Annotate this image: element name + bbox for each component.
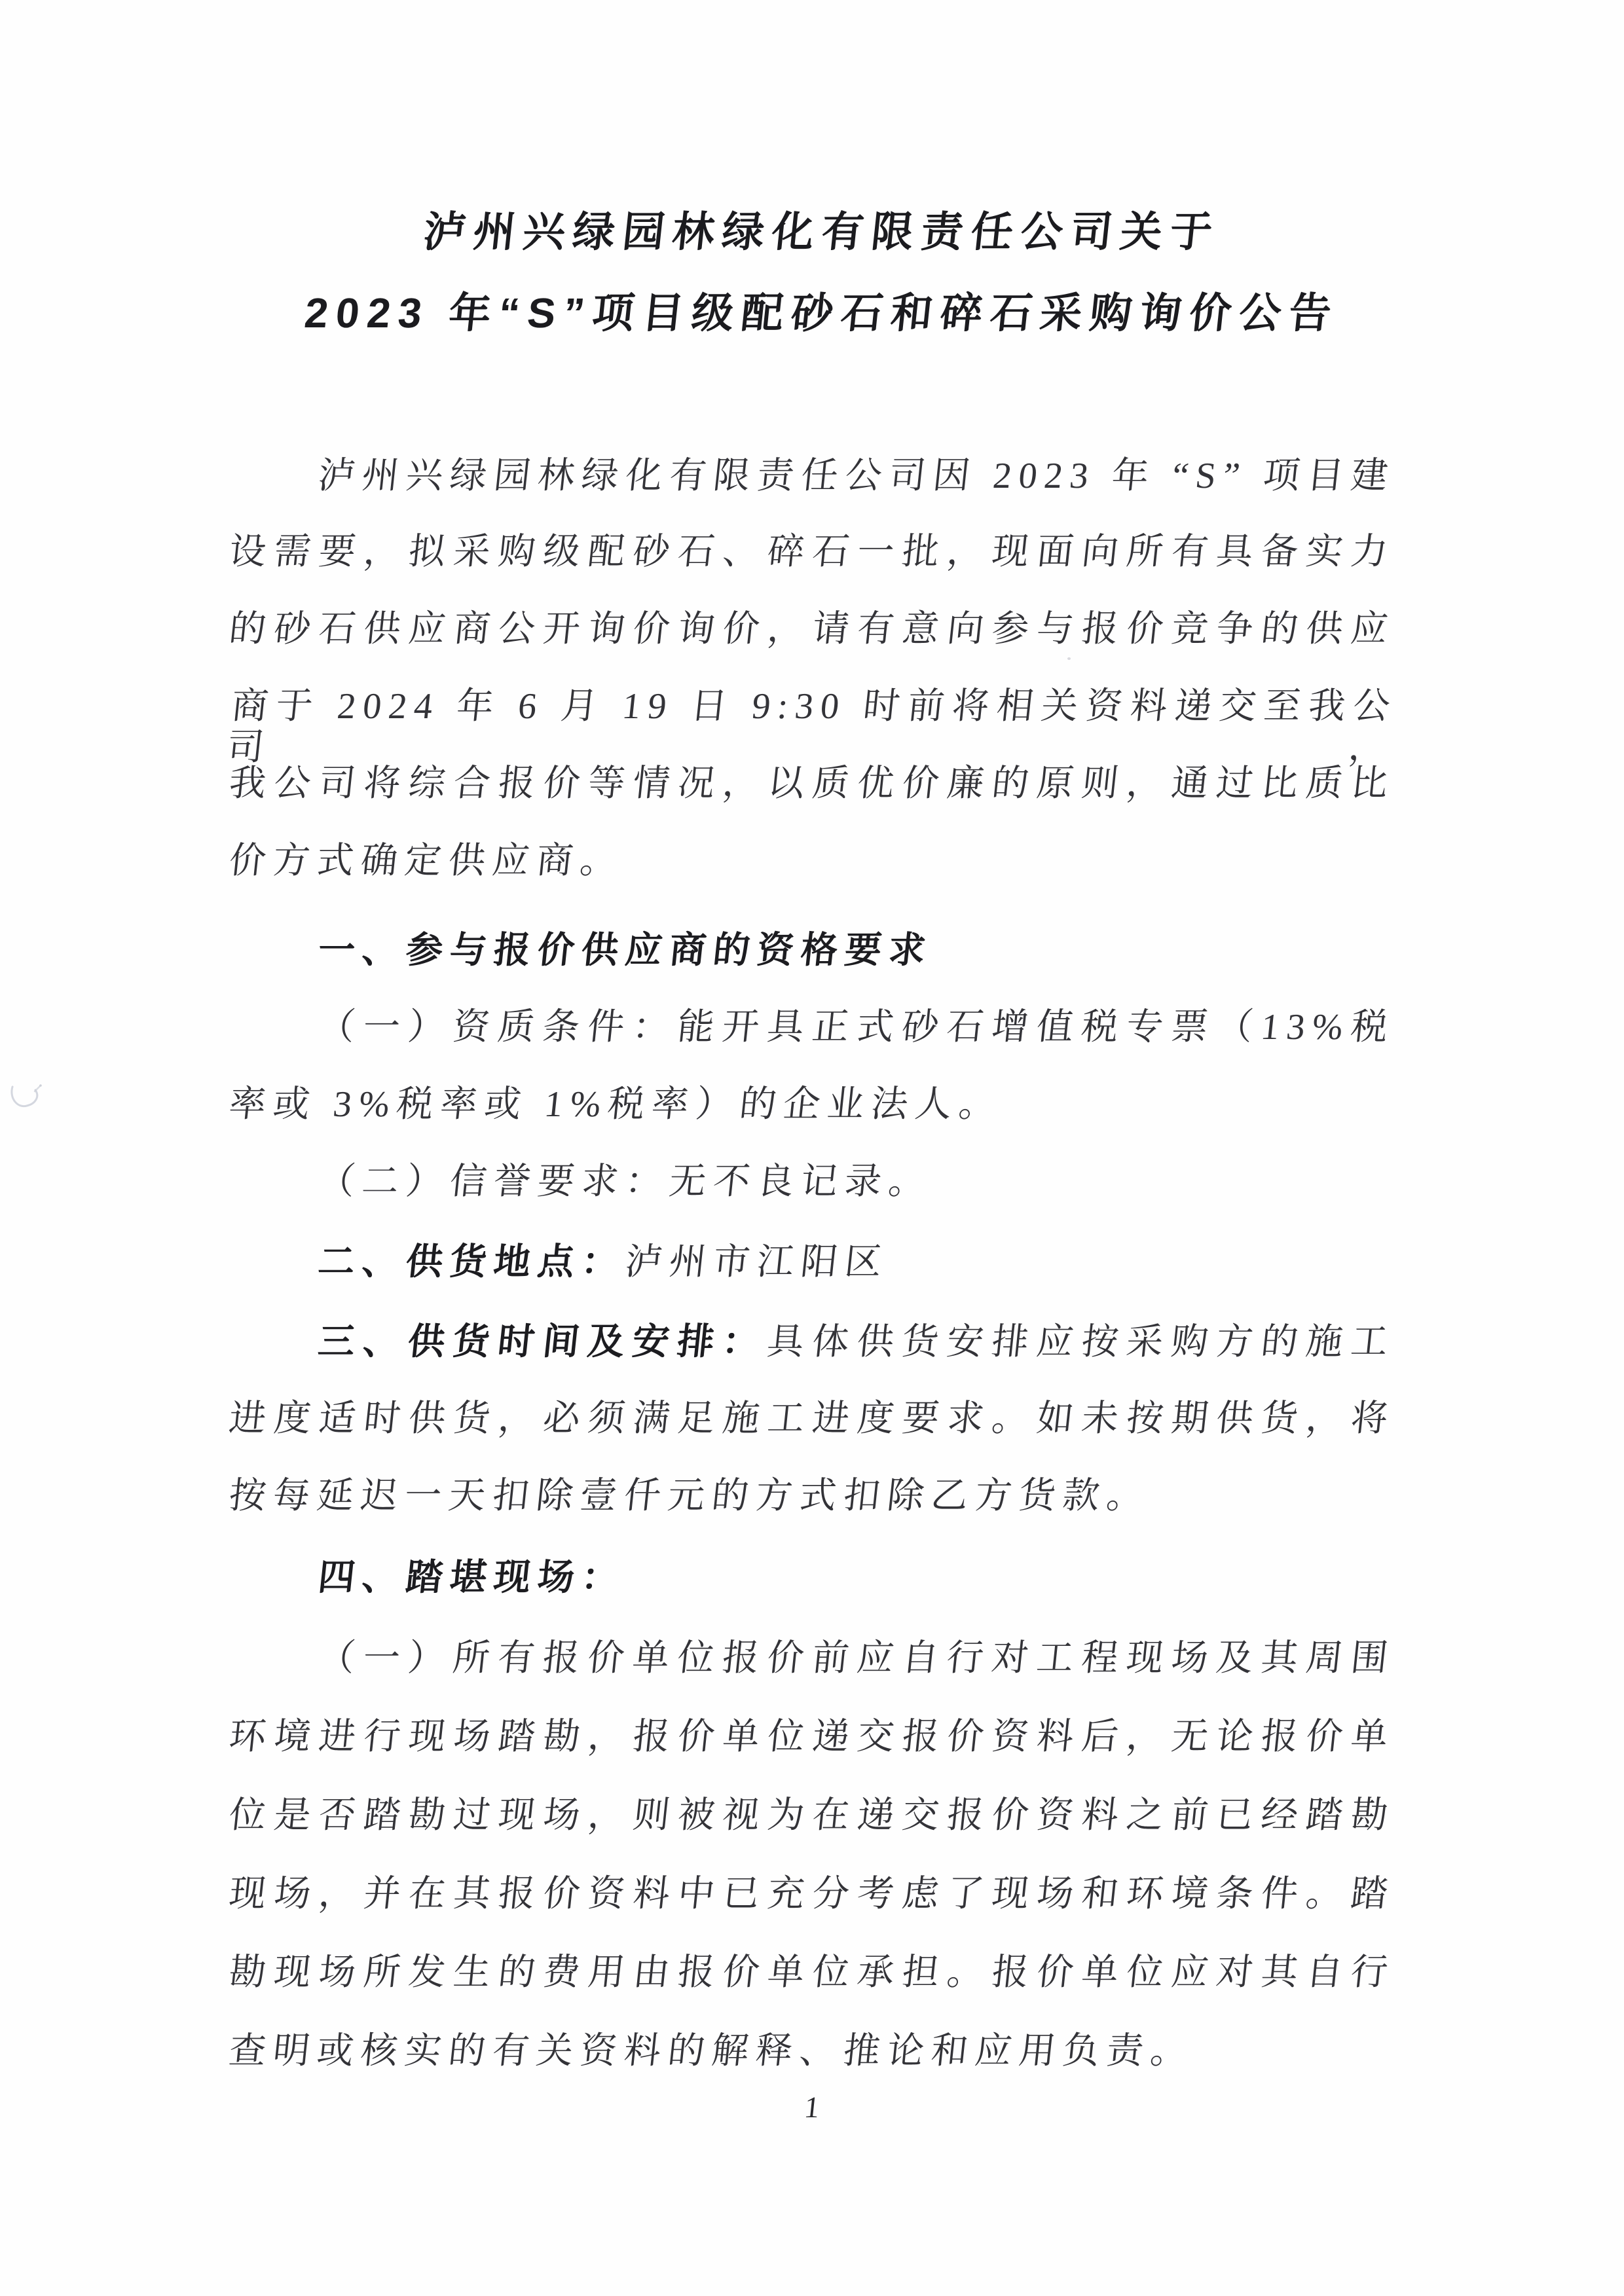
body-line (227, 532, 1397, 573)
scan-smudge (8, 1079, 47, 1113)
section-heading-text: 二、供货地点： (316, 1241, 628, 1282)
body-line (227, 1161, 1397, 1203)
section-heading-text: 一、参与报价供应商的资格要求 (316, 929, 935, 970)
body-line-text: 进度适时供货，必须满足施工进度要求。如未按期供货，将 (227, 1398, 1397, 1439)
body-line-text: 环境进行现场踏勘，报价单位递交报价资料后，无论报价单 (227, 1717, 1397, 1757)
body-line-text: （一）资质条件：能开具正式砂石增值税专票（13%税 (316, 1007, 1397, 1048)
section-heading (227, 1321, 1397, 1363)
body-line (227, 763, 1397, 805)
body-line-text: 的砂石供应商公开询价询价，请有意向参与报价竞争的供应 (227, 609, 1397, 649)
section-heading (227, 1557, 1397, 1599)
body-line (227, 1717, 1397, 1758)
body-line (225, 686, 1399, 768)
document-title-line-2: 2023 年“S”项目级配砂石和碎石采购询价公告 (302, 289, 1342, 337)
section-heading-text: 三、供货时间及安排： (316, 1321, 770, 1362)
body-line (227, 1874, 1397, 1915)
body-line-text: 具体供货安排应按采购方的施工 (765, 1322, 1397, 1362)
body-line-text: 位是否踏勘过现场，则被视为在递交报价资料之前已经踏勘 (227, 1795, 1397, 1836)
body-line (227, 1398, 1397, 1440)
body-line (227, 1476, 1397, 1517)
body-line (227, 1007, 1397, 1048)
body-line-text: 按每延迟一天扣除壹仟元的方式扣除乙方货款。 (227, 1476, 1153, 1516)
section-heading (227, 1241, 1397, 1283)
body-line (227, 1084, 1397, 1125)
body-line-text: 价方式确定供应商。 (227, 841, 627, 881)
body-line (227, 1952, 1397, 1994)
body-line (227, 455, 1397, 497)
body-line (227, 1638, 1397, 1679)
body-line-text: 设需要，拟采购级配砂石、碎石一批，现面向所有具备实力 (227, 532, 1397, 572)
body-line-text: 泸州兴绿园林绿化有限责任公司因 2023 年 “S” 项目建 (316, 456, 1397, 496)
body-line-text: 勘现场所发生的费用由报价单位承担。报价单位应对其自行 (227, 1952, 1397, 1993)
body-line-text: （二）信誉要求：无不良记录。 (316, 1161, 935, 1202)
page-number: 1 (802, 2090, 822, 2124)
body-line (227, 841, 1397, 882)
body-line-text: （一）所有报价单位报价前应自行对工程现场及其周围 (316, 1638, 1397, 1679)
body-line-text: 查明或核实的有关资料的解释、推论和应用负责。 (227, 2031, 1197, 2071)
section-heading (227, 930, 1397, 972)
scan-speck (1067, 657, 1071, 660)
body-line (227, 2031, 1397, 2072)
body-line-text: 率或 3%税率或 1%税率）的企业法人。 (227, 1084, 1005, 1125)
body-line (227, 609, 1397, 650)
body-line-text: 泸州市江阳区 (623, 1242, 891, 1283)
body-line-text: 商于 2024 年 6 月 19 日 9:30 时前将相关资料递交至我公司， (225, 686, 1399, 768)
body-line-text: 现场，并在其报价资料中已充分考虑了现场和环境条件。踏 (227, 1874, 1397, 1914)
body-line-text: 我公司将综合报价等情况，以质优价廉的原则，通过比质比 (227, 763, 1397, 804)
body-line (227, 1795, 1397, 1836)
section-heading-text: 四、踏堪现场： (316, 1556, 628, 1597)
document-title-line-1: 泸州兴绿园林绿化有限责任公司关于 (421, 208, 1223, 255)
